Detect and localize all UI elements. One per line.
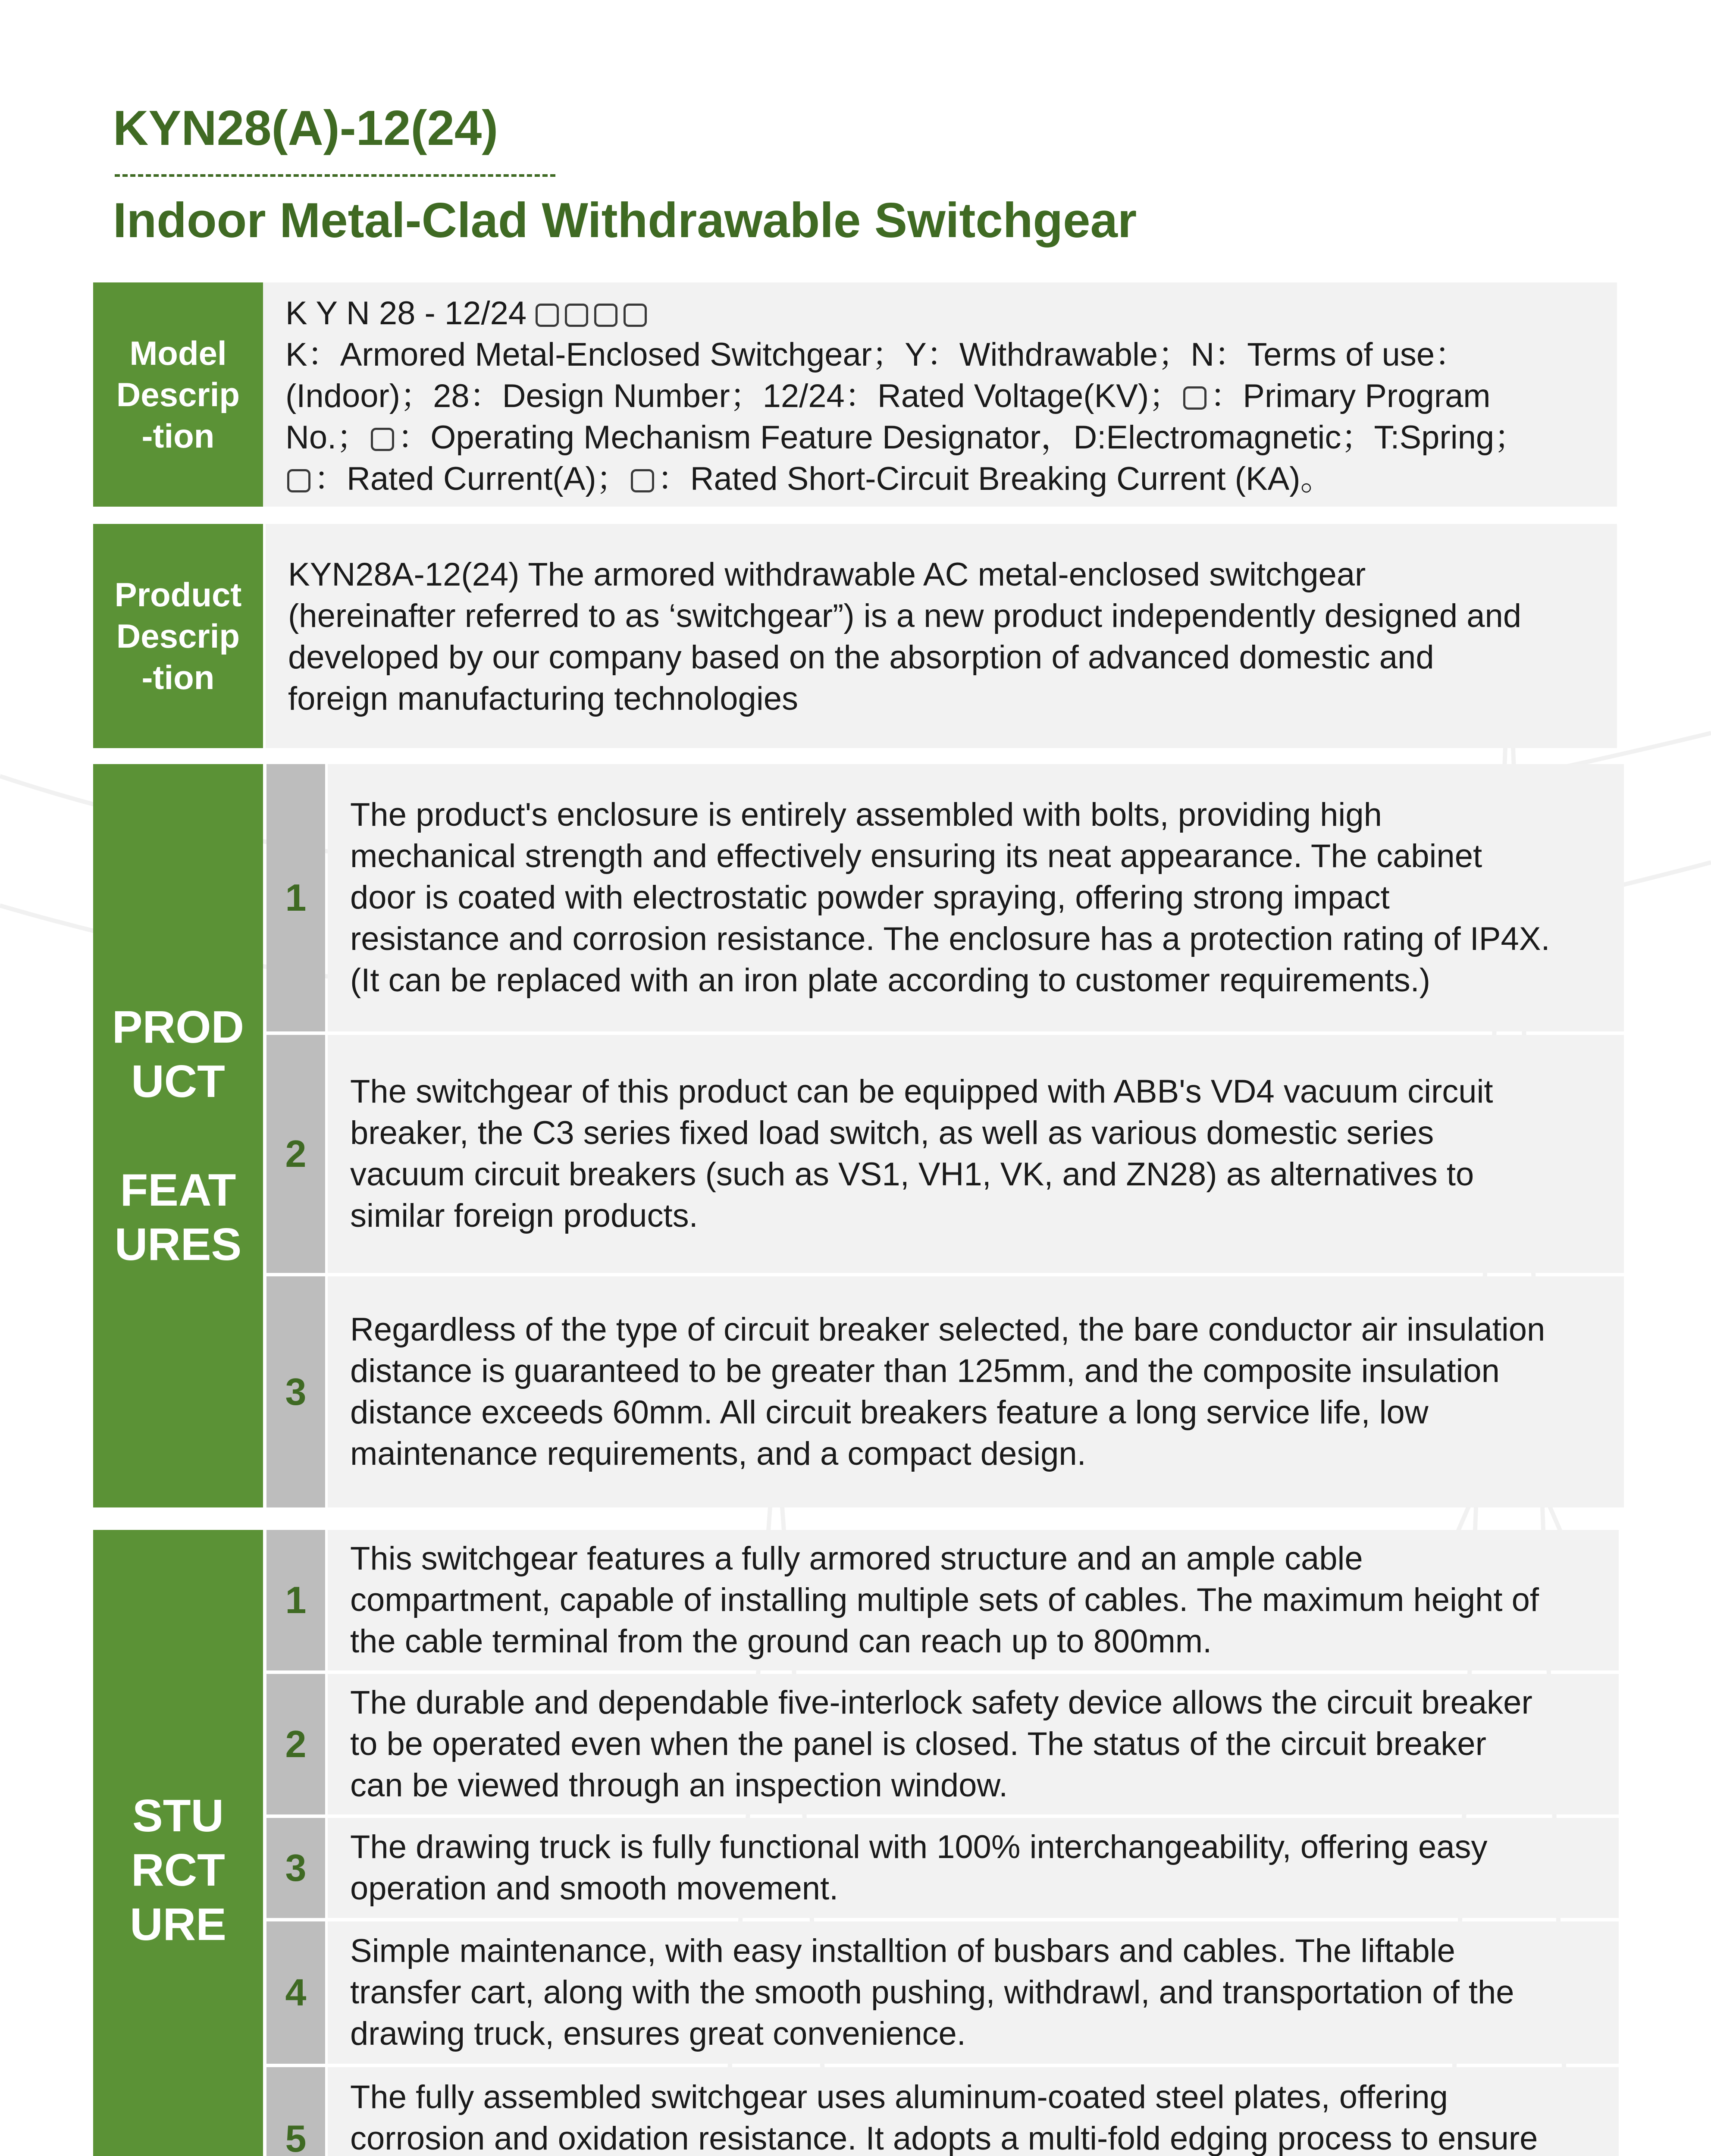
structure-number: 5 <box>266 2067 325 2156</box>
model-line-3: (Indoor)；28：Design Number；12/24：Rated Voltage(KV)； ：Primary Program <box>285 378 1491 414</box>
feature-item: The product's enclosure is entirely assembled with bolts, providing high mechanical strength and effectively ensuring its neat appearance. The cabinet door is coated with electrostatic powder spraying, offering strong impact resistance and corrosion resistance. The enclosure has a protection rating of IP4X. (It can be replaced with an iron plate according to customer requirements.) <box>328 764 1624 1031</box>
blank-box-icon <box>565 304 588 327</box>
structure-number: 3 <box>266 1818 325 1918</box>
blank-box-icon <box>594 304 617 327</box>
page-title: KYN28(A)-12(24) <box>113 101 498 156</box>
blank-box-icon <box>624 304 647 327</box>
blank-box-icon <box>631 469 654 492</box>
model-line-2: K：Armored Metal-Enclosed Switchgear；Y：Withdrawable；N：Terms of use： <box>285 336 1468 373</box>
structure-label: STU RCT URE <box>93 1530 263 2156</box>
model-description-content <box>263 282 1617 507</box>
title-dashed-divider <box>115 174 555 177</box>
blank-box-icon <box>371 428 394 451</box>
product-description-line: KYN28A-12(24) The armored withdrawable AC metal-enclosed switchgear <box>288 556 1366 593</box>
model-code-line <box>285 293 1604 334</box>
model-line-5: ：Rated Current(A)； ：Rated Short-Circuit Breaking Current (KA)。 <box>285 458 1604 500</box>
feature-number: 2 <box>266 1035 325 1273</box>
structure-number: 2 <box>266 1674 325 1814</box>
model-code: K Y N 28 - 12/24 <box>285 295 527 332</box>
feature-number: 1 <box>266 764 325 1031</box>
product-description-line: foreign manufacturing technologies <box>288 680 798 717</box>
structure-item: The drawing truck is fully functional with 100% interchangeability, offering easy operation and smooth movement. <box>328 1818 1619 1918</box>
structure-item: The fully assembled switchgear uses aluminum-coated steel plates, offering corrosion and oxidation resistance. It adopts a multi-fold edging process to ensure <box>328 2067 1619 2156</box>
blank-box-icon <box>287 469 310 492</box>
product-description-line: (hereinafter referred to as ‘switchgear”) is a new product independently designed and <box>288 598 1522 634</box>
blank-box-icon <box>1183 386 1206 410</box>
product-features-label: PROD UCT FEAT URES <box>93 764 263 1507</box>
blank-box-icon <box>536 304 559 327</box>
page-subtitle: Indoor Metal-Clad Withdrawable Switchgear <box>113 193 1137 248</box>
product-description-content <box>266 524 1617 748</box>
model-line-4: No.； ：Operating Mechanism Feature Designator，D:Electromagnetic；T:Spring； <box>285 419 1527 456</box>
structure-number: 4 <box>266 1921 325 2064</box>
structure-item: This switchgear features a fully armored structure and an ample cable compartment, capable of installing multiple sets of cables. The maximum height of the cable terminal from the ground can reach up to 800mm. <box>328 1530 1619 1670</box>
model-description-label: Model Descrip -tion <box>93 282 263 507</box>
feature-item: Regardless of the type of circuit breaker selected, the bare conductor air insulation distance is guaranteed to be greater than 125mm, and the composite insulation distance exceeds 60mm. All circuit breakers feature a long service life, low maintenance requirements, and a compact design. <box>328 1276 1624 1507</box>
product-description-label: Product Descrip -tion <box>93 524 263 748</box>
structure-number: 1 <box>266 1530 325 1670</box>
feature-item: The switchgear of this product can be equipped with ABB's VD4 vacuum circuit breaker, the C3 series fixed load switch, as well as various domestic series vacuum circuit breakers (such as VS1, VH1, VK, and ZN28) as alternatives to similar foreign products. <box>328 1035 1624 1273</box>
structure-item: Simple maintenance, with easy installtion of busbars and cables. The liftable transfer cart, along with the smooth pushing, withdrawl, and transportation of the drawing truck, ensures great convenience. <box>328 1921 1619 2064</box>
feature-number: 3 <box>266 1276 325 1507</box>
product-description-line: developed by our company based on the absorption of advanced domestic and <box>288 639 1434 676</box>
structure-item: The durable and dependable five-interlock safety device allows the circuit breaker to be operated even when the panel is closed. The status of the circuit breaker can be viewed through an inspection window. <box>328 1674 1619 1814</box>
